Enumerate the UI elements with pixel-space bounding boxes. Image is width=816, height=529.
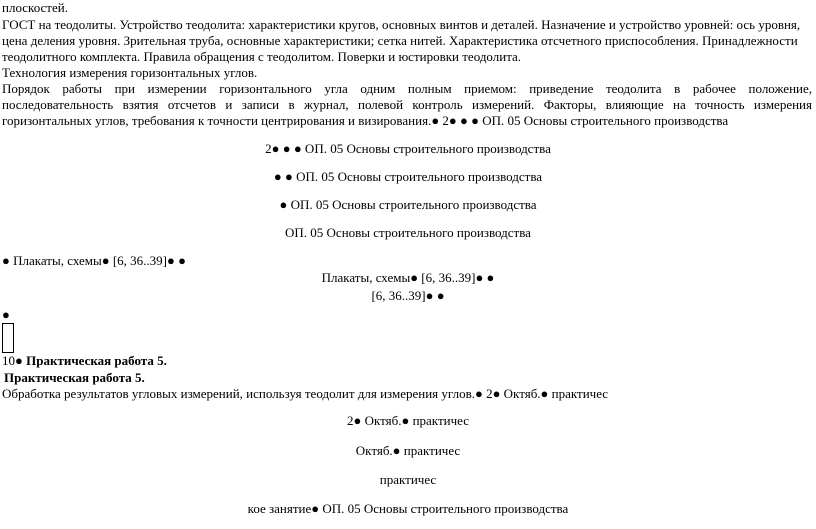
practical-description: Обработка результатов угловых измерений, используя теодолит для измерения углов.● 2● Октяб.● практичес [2, 386, 609, 401]
centered-line: [6, 36..39]● ● [371, 288, 445, 303]
table-cell-box [2, 323, 14, 353]
text-line: цена деления уровня. Зрительная труба, основные характеристики; сетка нитей. Характеристика отсчетного приспособления. Принадлежности [2, 33, 798, 48]
reference-line: ● Плакаты, схемы● [6, 36..39]● ● [2, 253, 186, 268]
section-heading: Технология измерения горизонтальных углов. [2, 65, 258, 80]
practical-title-repeat: Практическая работа 5. [4, 370, 145, 385]
lesson-number: 10● [2, 353, 27, 368]
centered-line: ● ● ОП. 05 Основы строительного производства [273, 169, 543, 184]
text-line: теодолитного комплекта. Правила обращения с теодолитом. Поверки и юстировки теодолита. [2, 49, 522, 64]
text-line: ГОСТ на теодолиты. Устройство теодолита: характеристики кругов, основных винтов и деталей. Назначение и устройство уровней: ось уровня, [2, 17, 801, 32]
centered-line: 2● ● ● ОП. 05 Основы строительного производства [265, 141, 551, 156]
text-line: горизонтальных углов, требования к точности центрирования и визирования.● 2● ● ● ОП. 05 Основы строительного производства [2, 113, 729, 128]
centered-line: ● ОП. 05 Основы строительного производства [279, 197, 537, 212]
centered-line: Плакаты, схемы● [6, 36..39]● ● [321, 270, 495, 285]
practical-title-line [2, 353, 167, 369]
centered-line: практичес [379, 472, 437, 487]
practical-title: Практическая работа 5. [26, 353, 167, 368]
text-line: последовательность взятия отсчетов и записи в журнал, полевой контроль измерений. Факторы, влияющие на точность измерения [2, 97, 812, 112]
centered-line: Октяб.● практичес [355, 443, 461, 458]
text-line: Порядок работы при измерении горизонтального угла одним полным приемом: приведение теодолита в рабочее положение, [2, 81, 812, 96]
text-line: плоскостей. [2, 0, 68, 15]
centered-line: 2● Октяб.● практичес [346, 413, 469, 428]
bullet: ● [2, 307, 10, 322]
centered-line: ОП. 05 Основы строительного производства [285, 225, 531, 240]
centered-line: кое занятие● ОП. 05 Основы строительного производства [247, 501, 569, 516]
